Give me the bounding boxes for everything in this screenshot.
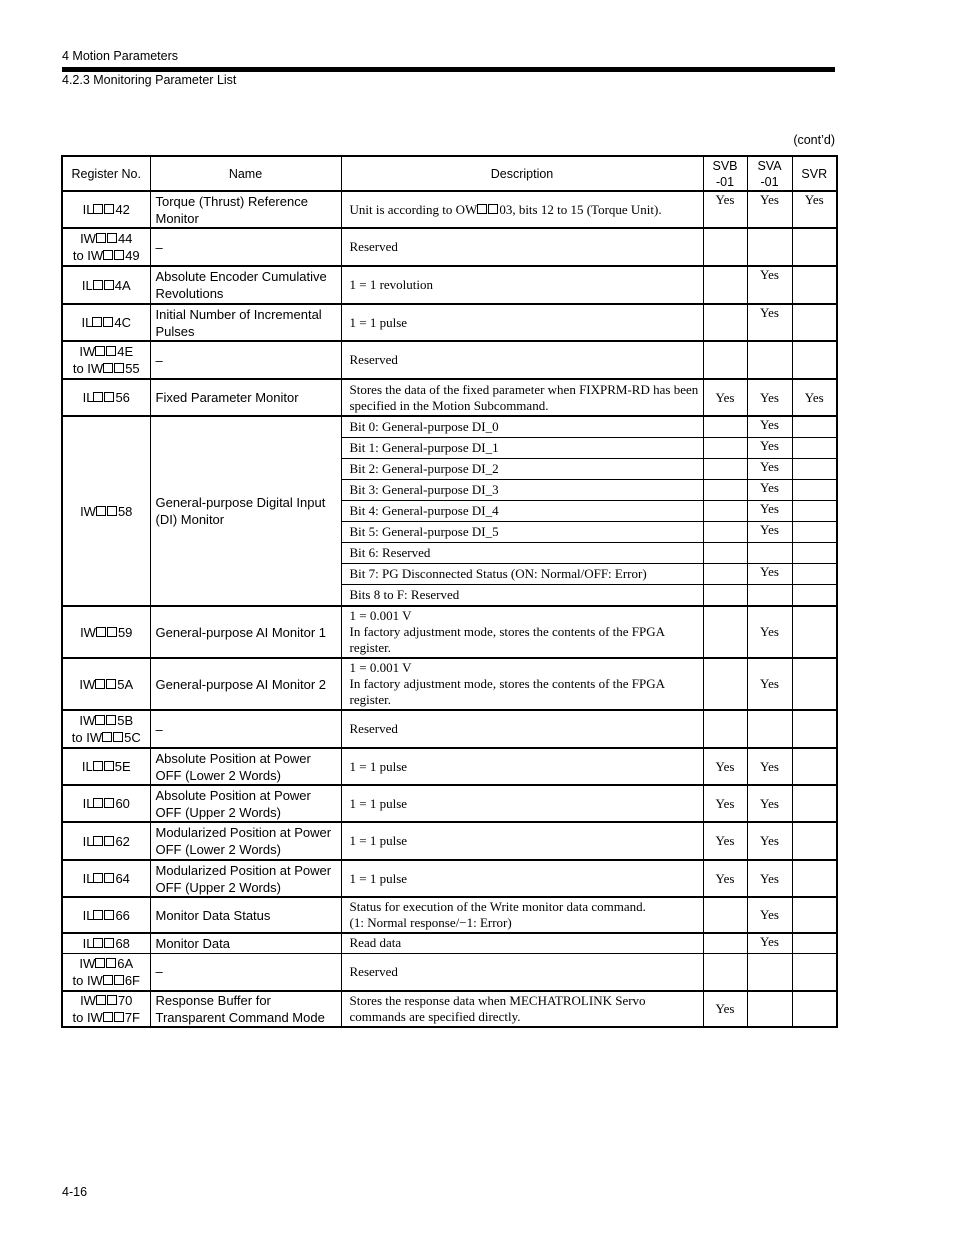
svb-cell <box>703 606 747 658</box>
name-cell: General-purpose AI Monitor 1 <box>150 606 341 658</box>
sva-cell: Yes <box>747 897 792 933</box>
header-name: Name <box>150 156 341 191</box>
register-cell: IW 4E to IW 55 <box>62 341 150 379</box>
description-cell: Stores the response data when MECHATROLINK Servo commands are specified directly. <box>341 991 703 1027</box>
name-cell: Modularized Position at Power OFF (Upper 2 Words) <box>150 860 341 897</box>
svb-cell <box>703 564 747 585</box>
name-cell: Absolute Position at Power OFF (Upper 2 Words) <box>150 785 341 822</box>
description-cell: 1 = 1 pulse <box>341 748 703 785</box>
description-cell: Bit 6: Reserved <box>341 543 703 564</box>
sva-cell: Yes <box>747 860 792 897</box>
sva-cell <box>747 953 792 991</box>
table-row <box>62 953 837 991</box>
sva-cell: Yes <box>747 304 792 341</box>
register-cell: IL 68 <box>62 933 150 953</box>
svr-cell <box>792 991 837 1027</box>
header-svr: SVR <box>792 156 837 191</box>
description-cell: Bit 7: PG Disconnected Status (ON: Normal/OFF: Error) <box>341 564 703 585</box>
name-cell: – <box>150 341 341 379</box>
name-cell: – <box>150 228 341 266</box>
header-sva: SVA -01 <box>747 156 792 191</box>
table-header-row <box>62 156 837 191</box>
svb-cell <box>703 304 747 341</box>
sva-cell: Yes <box>747 522 792 543</box>
svb-cell <box>703 341 747 379</box>
continued-label: (cont’d) <box>793 133 835 147</box>
sva-cell <box>747 585 792 607</box>
register-cell: IL 62 <box>62 822 150 860</box>
register-cell: IW 70 to IW 7F <box>62 991 150 1027</box>
description-cell: 1 = 0.001 V In factory adjustment mode, stores the contents of the FPGA register. <box>341 606 703 658</box>
svb-cell <box>703 522 747 543</box>
header-rule <box>62 67 835 72</box>
description-cell: 1 = 1 pulse <box>341 785 703 822</box>
sva-cell: Yes <box>747 501 792 522</box>
description-cell: Reserved <box>341 953 703 991</box>
description-cell: Bit 5: General-purpose DI_5 <box>341 522 703 543</box>
svb-cell <box>703 438 747 459</box>
svb-cell <box>703 658 747 710</box>
register-cell: IW 59 <box>62 606 150 658</box>
sva-cell <box>747 341 792 379</box>
sva-cell: Yes <box>747 438 792 459</box>
description-cell: 1 = 1 pulse <box>341 304 703 341</box>
description-cell: Bit 1: General-purpose DI_1 <box>341 438 703 459</box>
table-row <box>62 266 837 304</box>
header-description: Description <box>341 156 703 191</box>
sva-cell: Yes <box>747 459 792 480</box>
monitoring-parameter-table <box>61 155 838 1028</box>
svr-cell <box>792 480 837 501</box>
table-row <box>62 658 837 710</box>
header-register: Register No. <box>62 156 150 191</box>
svr-cell <box>792 459 837 480</box>
register-cell: IL 4C <box>62 304 150 341</box>
name-cell: Modularized Position at Power OFF (Lower 2 Words) <box>150 822 341 860</box>
header-svb: SVB -01 <box>703 156 747 191</box>
svb-cell <box>703 480 747 501</box>
name-cell: General-purpose AI Monitor 2 <box>150 658 341 710</box>
description-cell: Bits 8 to F: Reserved <box>341 585 703 607</box>
svr-cell <box>792 438 837 459</box>
register-cell: IL 4A <box>62 266 150 304</box>
description-cell: 1 = 1 pulse <box>341 860 703 897</box>
svr-cell <box>792 748 837 785</box>
svb-cell: Yes <box>703 191 747 228</box>
table-row <box>62 304 837 341</box>
svb-cell: Yes <box>703 822 747 860</box>
name-cell: Fixed Parameter Monitor <box>150 379 341 416</box>
description-cell: Read data <box>341 933 703 953</box>
description-cell: Reserved <box>341 228 703 266</box>
svr-cell <box>792 658 837 710</box>
register-cell: IW 6A to IW 6F <box>62 953 150 991</box>
sva-cell: Yes <box>747 379 792 416</box>
name-cell: Monitor Data <box>150 933 341 953</box>
sva-cell <box>747 991 792 1027</box>
table-row <box>62 860 837 897</box>
svb-cell: Yes <box>703 379 747 416</box>
table-row <box>62 379 837 416</box>
description-cell: Bit 3: General-purpose DI_3 <box>341 480 703 501</box>
svr-cell <box>792 933 837 953</box>
register-cell: IL 42 <box>62 191 150 228</box>
sva-cell: Yes <box>747 564 792 585</box>
svr-cell <box>792 785 837 822</box>
sva-cell: Yes <box>747 606 792 658</box>
description-cell: Bit 4: General-purpose DI_4 <box>341 501 703 522</box>
table-row <box>62 416 837 438</box>
svr-cell <box>792 860 837 897</box>
name-cell: General-purpose Digital Input (DI) Monitor <box>150 416 341 606</box>
name-cell: Monitor Data Status <box>150 897 341 933</box>
svr-cell <box>792 266 837 304</box>
register-cell: IL 66 <box>62 897 150 933</box>
description-cell: Unit is according to OW 03, bits 12 to 15 (Torque Unit). <box>341 191 703 228</box>
sva-cell <box>747 228 792 266</box>
sva-cell: Yes <box>747 191 792 228</box>
register-cell: IL 64 <box>62 860 150 897</box>
table-row <box>62 822 837 860</box>
register-cell: IL 60 <box>62 785 150 822</box>
svb-cell: Yes <box>703 748 747 785</box>
sva-cell: Yes <box>747 266 792 304</box>
name-cell: – <box>150 710 341 748</box>
description-cell: Reserved <box>341 710 703 748</box>
table-row <box>62 897 837 933</box>
page-number: 4-16 <box>62 1185 88 1199</box>
svr-cell <box>792 710 837 748</box>
table-row <box>62 748 837 785</box>
name-cell: Absolute Encoder Cumulative Revolutions <box>150 266 341 304</box>
svr-cell <box>792 543 837 564</box>
description-cell: Reserved <box>341 341 703 379</box>
sva-cell: Yes <box>747 658 792 710</box>
svb-cell: Yes <box>703 991 747 1027</box>
register-cell: IW 5B to IW 5C <box>62 710 150 748</box>
name-cell: Torque (Thrust) Reference Monitor <box>150 191 341 228</box>
sva-cell: Yes <box>747 416 792 438</box>
svb-cell <box>703 543 747 564</box>
svb-cell <box>703 933 747 953</box>
sva-cell: Yes <box>747 933 792 953</box>
sva-cell: Yes <box>747 480 792 501</box>
register-cell: IW 5A <box>62 658 150 710</box>
description-cell: 1 = 0.001 V In factory adjustment mode, stores the contents of the FPGA register. <box>341 658 703 710</box>
svb-cell <box>703 459 747 480</box>
table-row <box>62 191 837 228</box>
name-cell: Absolute Position at Power OFF (Lower 2 Words) <box>150 748 341 785</box>
register-cell: IL 56 <box>62 379 150 416</box>
svb-cell: Yes <box>703 785 747 822</box>
svr-cell <box>792 822 837 860</box>
svb-cell: Yes <box>703 860 747 897</box>
svr-cell <box>792 416 837 438</box>
table-row <box>62 785 837 822</box>
chapter-title: 4 Motion Parameters <box>62 49 179 63</box>
svb-cell <box>703 416 747 438</box>
sva-cell <box>747 710 792 748</box>
description-cell: Stores the data of the fixed parameter when FIXPRM-RD has been specified in the Motion Subcommand. <box>341 379 703 416</box>
svr-cell <box>792 341 837 379</box>
svb-cell <box>703 897 747 933</box>
description-cell: Status for execution of the Write monitor data command. (1: Normal response/−1: Error) <box>341 897 703 933</box>
svb-cell <box>703 266 747 304</box>
description-cell: Bit 2: General-purpose DI_2 <box>341 459 703 480</box>
table-row <box>62 991 837 1027</box>
svb-cell <box>703 501 747 522</box>
register-cell: IL 5E <box>62 748 150 785</box>
table-row <box>62 228 837 266</box>
register-cell: IW 58 <box>62 416 150 606</box>
svr-cell: Yes <box>792 379 837 416</box>
sva-cell: Yes <box>747 748 792 785</box>
sva-cell: Yes <box>747 822 792 860</box>
section-title: 4.2.3 Monitoring Parameter List <box>62 73 237 87</box>
sva-cell <box>747 543 792 564</box>
svr-cell: Yes <box>792 191 837 228</box>
svb-cell <box>703 228 747 266</box>
svr-cell <box>792 522 837 543</box>
register-cell: IW 44 to IW 49 <box>62 228 150 266</box>
description-cell: 1 = 1 revolution <box>341 266 703 304</box>
svr-cell <box>792 501 837 522</box>
description-cell: Bit 0: General-purpose DI_0 <box>341 416 703 438</box>
table-row <box>62 710 837 748</box>
svb-cell <box>703 953 747 991</box>
table-row <box>62 933 837 953</box>
svr-cell <box>792 897 837 933</box>
name-cell: Response Buffer for Transparent Command Mode <box>150 991 341 1027</box>
name-cell: Initial Number of Incremental Pulses <box>150 304 341 341</box>
svr-cell <box>792 585 837 607</box>
name-cell: – <box>150 953 341 991</box>
svr-cell <box>792 953 837 991</box>
svr-cell <box>792 228 837 266</box>
svr-cell <box>792 304 837 341</box>
description-cell: 1 = 1 pulse <box>341 822 703 860</box>
svb-cell <box>703 585 747 607</box>
sva-cell: Yes <box>747 785 792 822</box>
table-row <box>62 341 837 379</box>
svr-cell <box>792 564 837 585</box>
svb-cell <box>703 710 747 748</box>
svr-cell <box>792 606 837 658</box>
table-row <box>62 606 837 658</box>
